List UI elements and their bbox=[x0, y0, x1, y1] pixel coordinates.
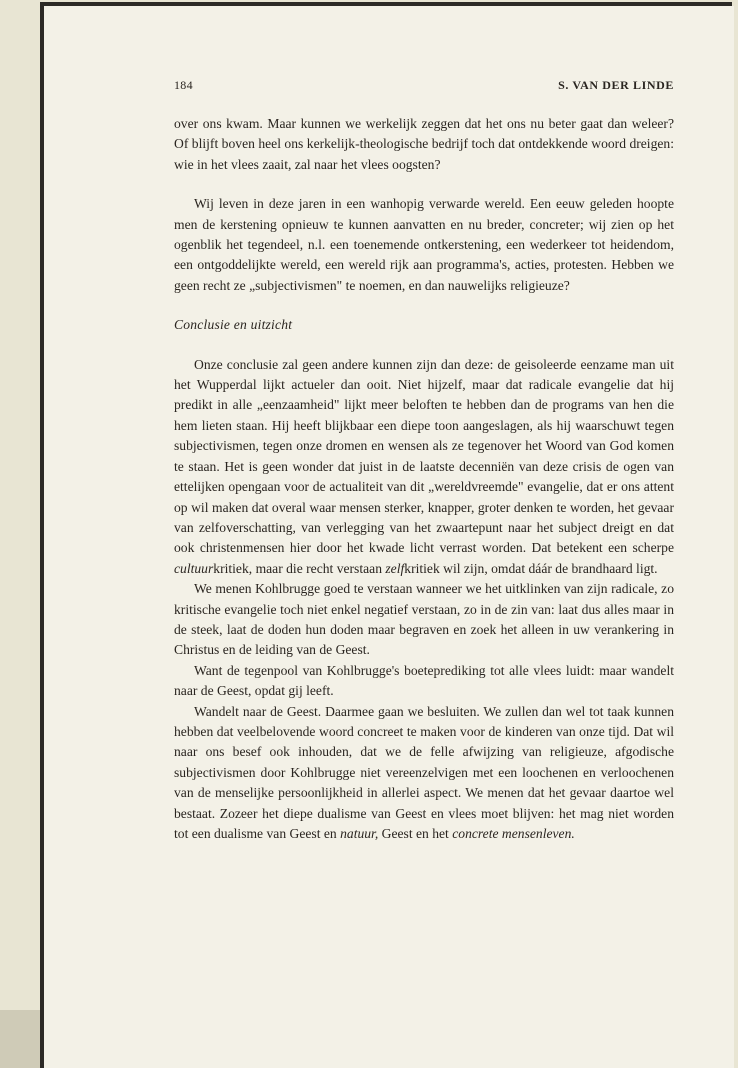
conclusion-text: Onze conclusie zal geen andere kunnen zijn dan deze: de geisoleerde eenzame man uit het Wupperdal lijkt actueler dan ooit. Niet hijzelf, maar dat radicale evangelie dat hij predikt in alle „eenzaamheid" lijkt meer beloften te hebben dan de programs van hen die hem lieten staan. Hij heeft blijkbaar een diepe toon aangeslagen, als hij waarschuwt tegen subjectivismen, tegen onze dromen en wensen als ze tegenover het Woord van God komen te staan. Het is geen wonder dat juist in de laatste decenniën van deze crisis de ogen van ettelijken opengaan voor de actualiteit van dit „wereldvreemde" evangelie, dat er ons attent op wil maken dat overal waar mensen sterker, knapper, groter denken te worden, het gevaar van zelfoverschatting, van verlegging van het zwaartepunt naar het subject dreigt en dat ook christenmensen hier door het kwade licht verrast worden. Dat betekent een scherpe bbox=[174, 356, 674, 556]
emphasis-natuur: natuur, bbox=[340, 826, 379, 841]
paragraph-continuation: over ons kwam. Maar kunnen we werkelijk zeggen dat het ons nu beter gaat dan weleer? Of blijft boven heel ons kerkelijk-theologische bedrijf toch dat ontdekkende woord dreigen: wie in het vlees zaait, zal naar het vlees oogsten? bbox=[174, 116, 674, 172]
paragraph-tegenpool: Want de tegenpool van Kohlbrugge's boeteprediking tot alle vlees luidt: maar wandelt naar de Geest, opdat gij leeft. bbox=[174, 662, 674, 699]
paragraph-kohlbrugge: We menen Kohlbrugge goed te verstaan wanneer we het uitklinken van zijn radicale, zo kritische evangelie toch niet enkel negatief verstaan, zo in de zin van: laat dus alles maar in de steek, laat de doden hun doden maar begraven en zoek het alleen in uw verankering in Christus en de leiding van de Geest. bbox=[174, 581, 674, 658]
conclusion-text-end: kritiek wil zijn, omdat dáár de brandhaard ligt. bbox=[404, 560, 658, 576]
conclusion-text-mid: kritiek, maar die recht verstaan bbox=[213, 560, 386, 576]
paragraph-wandelt bbox=[174, 702, 674, 845]
emphasis-cultuur: cultuur bbox=[174, 560, 214, 576]
page-number: 184 bbox=[174, 78, 193, 92]
closing-text-mid: Geest en het bbox=[378, 826, 453, 841]
emphasis-zelf: zelf bbox=[385, 560, 405, 576]
emphasis-mensenleven: concrete mensenleven. bbox=[452, 826, 575, 841]
section-heading: Conclusie en uitzicht bbox=[174, 317, 293, 333]
paragraph-conclusie bbox=[174, 355, 674, 579]
closing-text: Wandelt naar de Geest. Daarmee gaan we besluiten. We zullen dan wel tot taak kunnen hebben dat veelbelovende woord concreet te maken voor de kinderen van onze tijd. Dat wil naar ons besef ook inhouden, dat we de felle afwijzing van religieuze, afgodische subjectivismen door Kohlbrugge niet vereenzelvigen met een loochenen en verloochenen van de menselijke persoonlijkheid in allerlei aspect. We menen dat het gevaar daartoe wel bestaat. Zozeer het diepe dualisme van Geest en vlees moet blijven: het mag niet worden tot een dualisme van Geest en bbox=[174, 703, 674, 841]
body-text bbox=[174, 114, 674, 844]
paragraph-verwarde-wereld: Wij leven in deze jaren in een wanhopig verwarde wereld. Een eeuw geleden hoopte men de kerstening opnieuw te kunnen aanvatten en nu breder, concreter; wij zien op het ogenblik het tegendeel, n.l. een toenemende ontkerstening, een wederkeer tot heidendom, een ontgoddelijkte wereld, een wereld rijk aan programma's, acties, protesten. Hebben we geen recht ze „subjectivismen" te noemen, en dan nauwelijks religieuze? bbox=[174, 196, 674, 293]
running-head: S. VAN DER LINDE bbox=[558, 78, 674, 92]
scan-corner-shadow bbox=[0, 1010, 40, 1068]
page-header bbox=[174, 78, 674, 94]
